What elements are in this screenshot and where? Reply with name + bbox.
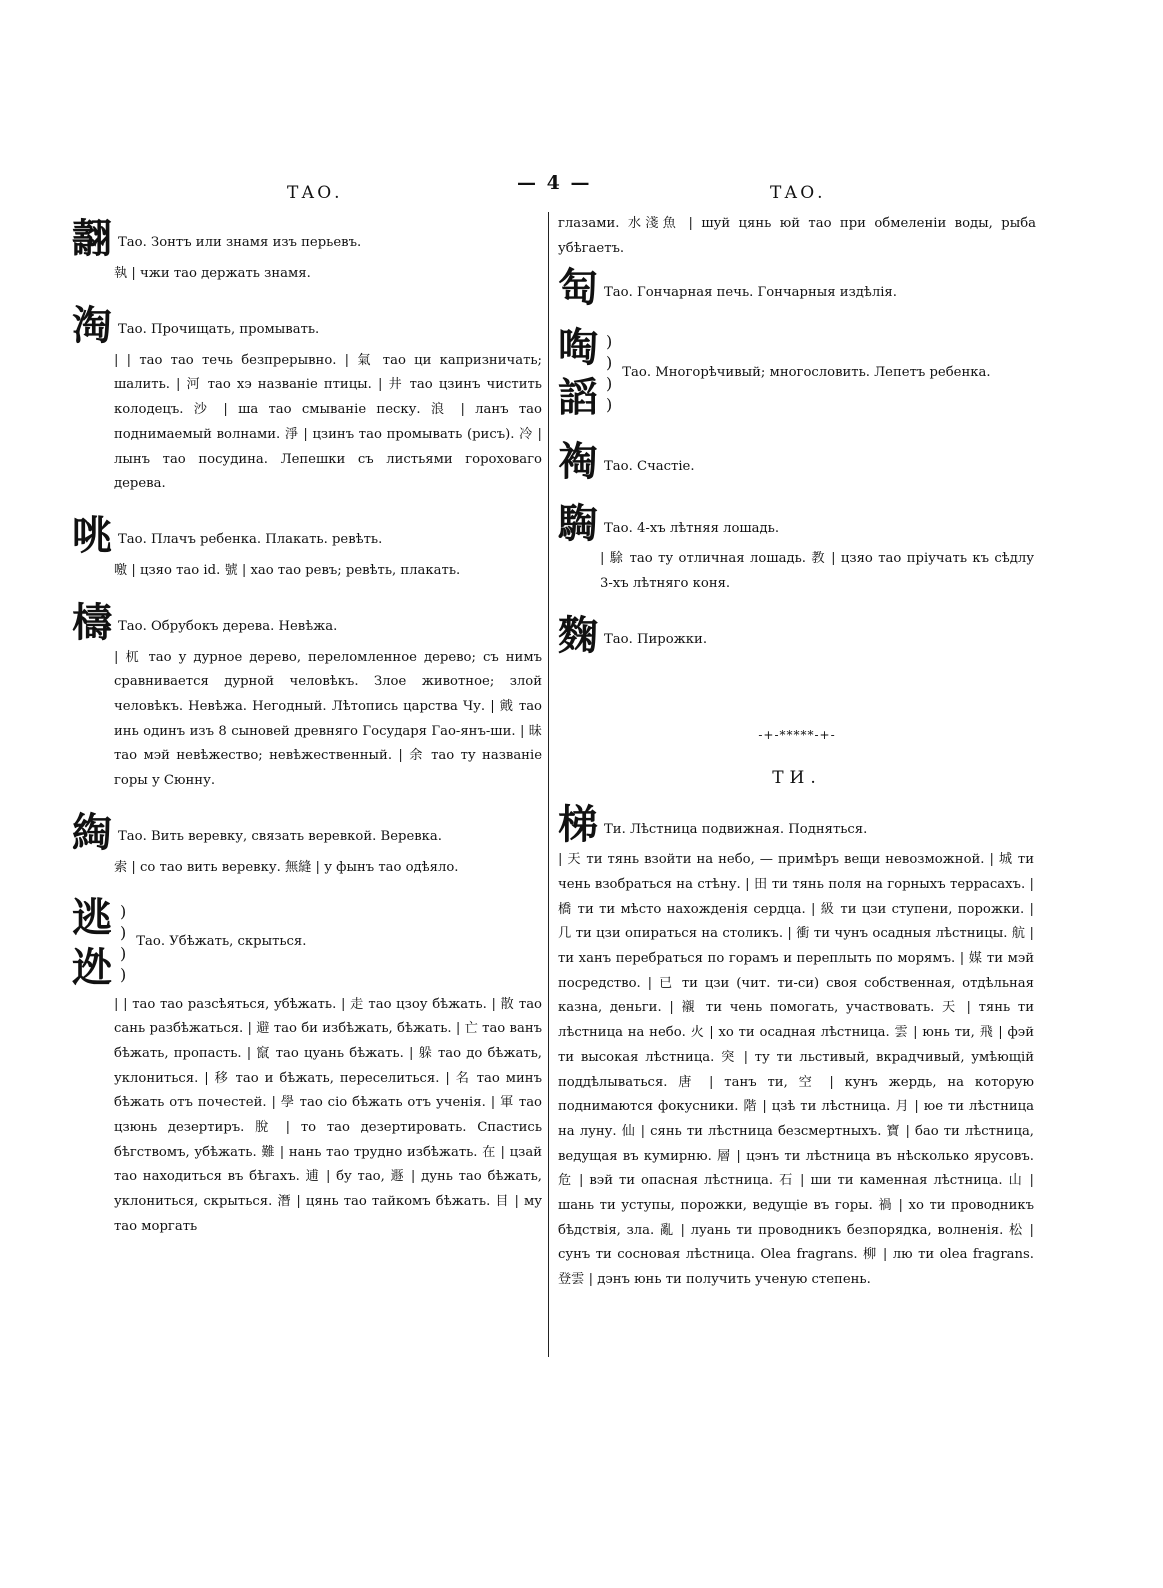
dictionary-entry bbox=[558, 323, 1036, 423]
headword-char: 迯 bbox=[72, 943, 112, 991]
headword-gloss: Тао. Вить веревку, связать веревкой. Веревка. bbox=[118, 829, 442, 845]
headword-gloss: Тао. Пирожки. bbox=[604, 632, 708, 648]
headword-char: 啕 bbox=[558, 324, 598, 372]
bracket: ) bbox=[120, 922, 127, 942]
dictionary-entry bbox=[558, 435, 1036, 485]
headword-gloss: Тао. Счастіе. bbox=[604, 458, 695, 474]
headword-gloss: Тао. Многорѣчивый; многословить. Лепетъ ребенка. bbox=[622, 365, 991, 381]
entry-body: | | тао тао разсѣяться, убѣжать. | 走 тао цзоу бѣжать. | 散 тао сань разбѣжаться. | 避 тао би избѣжать, бѣжать. | 亡 тао ванъ бѣжать, пропасть. | 竄 тао цуань бѣжать. | 躲 тао до бѣжать, уклониться. | 移 тао и бѣжать, переселиться. | 名 тао минъ бѣжать отъ почестей. | 學 тао сіо бѣжать отъ ученія. | 軍 тао цзюнь дезертиръ. 脫 | то тао дезертировать. Спастись бѣгствомъ, убѣжать. 難 | нань тао трудно избѣжать. 在 | цзай тао находиться въ бѣгахъ. 逋 | бу тао, 遯 | дунь тао бѣжать, уклониться, скрыться. 潛 | цянь тао тайкомъ бѣжать. 目 | му тао моргать bbox=[114, 996, 542, 1234]
entry-body: | 杌 тао у дурное дерево, переломленное дерево; съ нимъ сравнивается дурной человѣкъ. Злое животное; злой человѣкъ. Невѣжа. Негодный. Лѣтопись царства Чу. | 戭 тао инь одинъ изъ 8 сыновей древняго Государя Гао-янъ-ши. | 昧 тао мэй невѣжество; невѣжественный. | 余 тао ту названіе горы у Сюнну. bbox=[114, 649, 542, 789]
bracket: ) bbox=[606, 395, 613, 415]
headword-gloss: Тао. Плачъ ребенка. Плакать. ревѣть. bbox=[118, 532, 383, 548]
entry-body: 噭 | цзяо тао id. 號 | хао тао ревъ; ревѣть, плакать. bbox=[114, 562, 461, 578]
dictionary-entry bbox=[72, 299, 544, 497]
dictionary-entry bbox=[72, 212, 544, 287]
dictionary-entry bbox=[558, 261, 1036, 311]
bracket: ) bbox=[120, 964, 127, 984]
dictionary-entry bbox=[72, 509, 544, 584]
headword-char: 綯 bbox=[72, 808, 112, 856]
running-header-left: ТАО. bbox=[287, 183, 343, 203]
entry-body: | 天 ти тянь взойти на небо, — примѣръ вещи невозможной. | 城 ти чень взобраться на стѣну. | 田 ти тянь поля на горныхъ террасахъ. | 橋 ти ти мѣсто нахожденія сердца. | 級 ти цзи ступени, порожки. | 几 ти цзи опираться на столикъ. | 衝 ти чунъ осадныя лѣстницы. 航 | ти ханъ перебраться по горамъ и переплыть по морямъ. | 媒 ти мэй посредство. | 已 ти цзи (чит. ти-си) своя собственная, отдѣльная казна, деньги. | 襯 ти чень помогать, участвовать. 天 | тянь ти лѣстница на небо. 火 | хо ти осадная лѣстница. 雲 | юнь ти, 飛 | фэй ти высокая лѣстница. 突 | ту ти льстивый, вкрадчивый, умѣющій поддѣлываться. 唐 | танъ ти, 空 | кунъ жердь, на которую поднимаются фокусники. 階 | цзѣ ти лѣстница. 月 | юе ти лѣстница на луну. 仙 | сянь ти лѣстница безсмертныхъ. 寶 | бао ти лѣстница, ведущая въ кумирню. 層 | цэнъ ти лѣстница въ нѣсколько ярусовъ. 危 | вэй ти опасная лѣстница. 石 | ши ти каменная лѣстница. 山 | шань ти уступы, порожки, ведущіе въ горы. 禍 | хо ти проводникъ бѣдствія, зла. 亂 | луань ти проводникъ безпорядка, волненія. 松 | сунъ ти сосновая лѣстница. Olea fragrans. 柳 | лю ти olea fragrans. 登雲 | дэнъ юнь ти получить ученую степень. bbox=[558, 852, 1034, 1288]
headword-char: 謟 bbox=[558, 374, 598, 422]
headword-gloss: Тао. Убѣжать, скрыться. bbox=[136, 934, 307, 950]
bracket-group bbox=[606, 331, 612, 415]
dictionary-entry bbox=[558, 497, 1036, 596]
headword-char-group bbox=[558, 323, 598, 423]
headword-char: 裪 bbox=[558, 438, 598, 486]
section-title: ТИ. bbox=[772, 767, 822, 788]
dictionary-entry bbox=[558, 798, 1036, 1293]
entry-body: | | тао тао течь безпрерывно. | 氣 тао ци капризничать; шалить. | 河 тао хэ названіе птицы. | 井 тао цзинъ чистить колодецъ. 沙 | ша тао смываніе песку. 浪 | ланъ тао поднимаемый волнами. 淨 | цзинъ тао промывать (рисъ). 冷 | лынъ тао посудина. Лепешки съ листьями гороховаго дерева. bbox=[114, 352, 542, 492]
headword-char: 騊 bbox=[558, 500, 598, 548]
dictionary-entry bbox=[558, 609, 1036, 659]
dictionary-entry bbox=[72, 596, 544, 794]
bracket: ) bbox=[120, 943, 127, 963]
page-number: — 4 — bbox=[517, 172, 592, 194]
headword-char-group bbox=[72, 893, 112, 993]
column-divider bbox=[548, 212, 549, 1357]
entry-body: 索 | со тао вить веревку. 無縫 | у фынъ тао одѣяло. bbox=[114, 859, 459, 875]
headword-gloss: Тао. Гончарная печь. Гончарныя издѣлія. bbox=[604, 284, 897, 300]
headword-gloss: Тао. Обрубокъ дерева. Невѣжа. bbox=[118, 618, 338, 634]
entry-body: 執 | чжи тао держать знамя. bbox=[114, 266, 311, 281]
dictionary-entry bbox=[72, 893, 544, 1240]
headword-gloss: Тао. 4-хъ лѣтняя лошадь. bbox=[604, 520, 780, 536]
headword-char: 梯 bbox=[558, 801, 598, 849]
bracket: ) bbox=[606, 374, 613, 394]
headword-char: 逃 bbox=[72, 893, 112, 941]
left-column bbox=[72, 212, 544, 1240]
section-separator: -+-*****-+- bbox=[758, 727, 836, 742]
bracket: ) bbox=[606, 353, 613, 373]
entry-body: | 駼 тао ту отличная лошадь. 教 | цзяо тао пріучать къ сѣдлу 3-хъ лѣтняго коня. bbox=[600, 551, 1034, 592]
headword-gloss: Тао. Прочищать, промывать. bbox=[118, 322, 320, 337]
bracket: ) bbox=[120, 901, 127, 921]
headword-char: 咷 bbox=[72, 511, 112, 559]
headword-char: 麴 bbox=[558, 611, 598, 659]
headword-char: 翿 bbox=[72, 215, 112, 262]
headword-char: 淘 bbox=[72, 301, 112, 349]
running-header-right: ТАО. bbox=[770, 183, 826, 203]
bracket-group bbox=[120, 901, 126, 985]
continuation-text: глазами. 水淺魚 | шуй цянь юй тао при обмеленіи воды, рыба убѣгаетъ. bbox=[558, 216, 1036, 256]
headword-gloss: Ти. Лѣстница подвижная. Подняться. bbox=[604, 821, 868, 837]
headword-gloss: Тао. Зонтъ или знамя изъ перьевъ. bbox=[118, 235, 362, 251]
bracket: ) bbox=[606, 332, 613, 352]
headword-char: 匋 bbox=[558, 264, 598, 312]
headword-char: 檮 bbox=[72, 598, 112, 646]
dictionary-entry bbox=[72, 806, 544, 881]
right-column bbox=[558, 212, 1036, 1293]
